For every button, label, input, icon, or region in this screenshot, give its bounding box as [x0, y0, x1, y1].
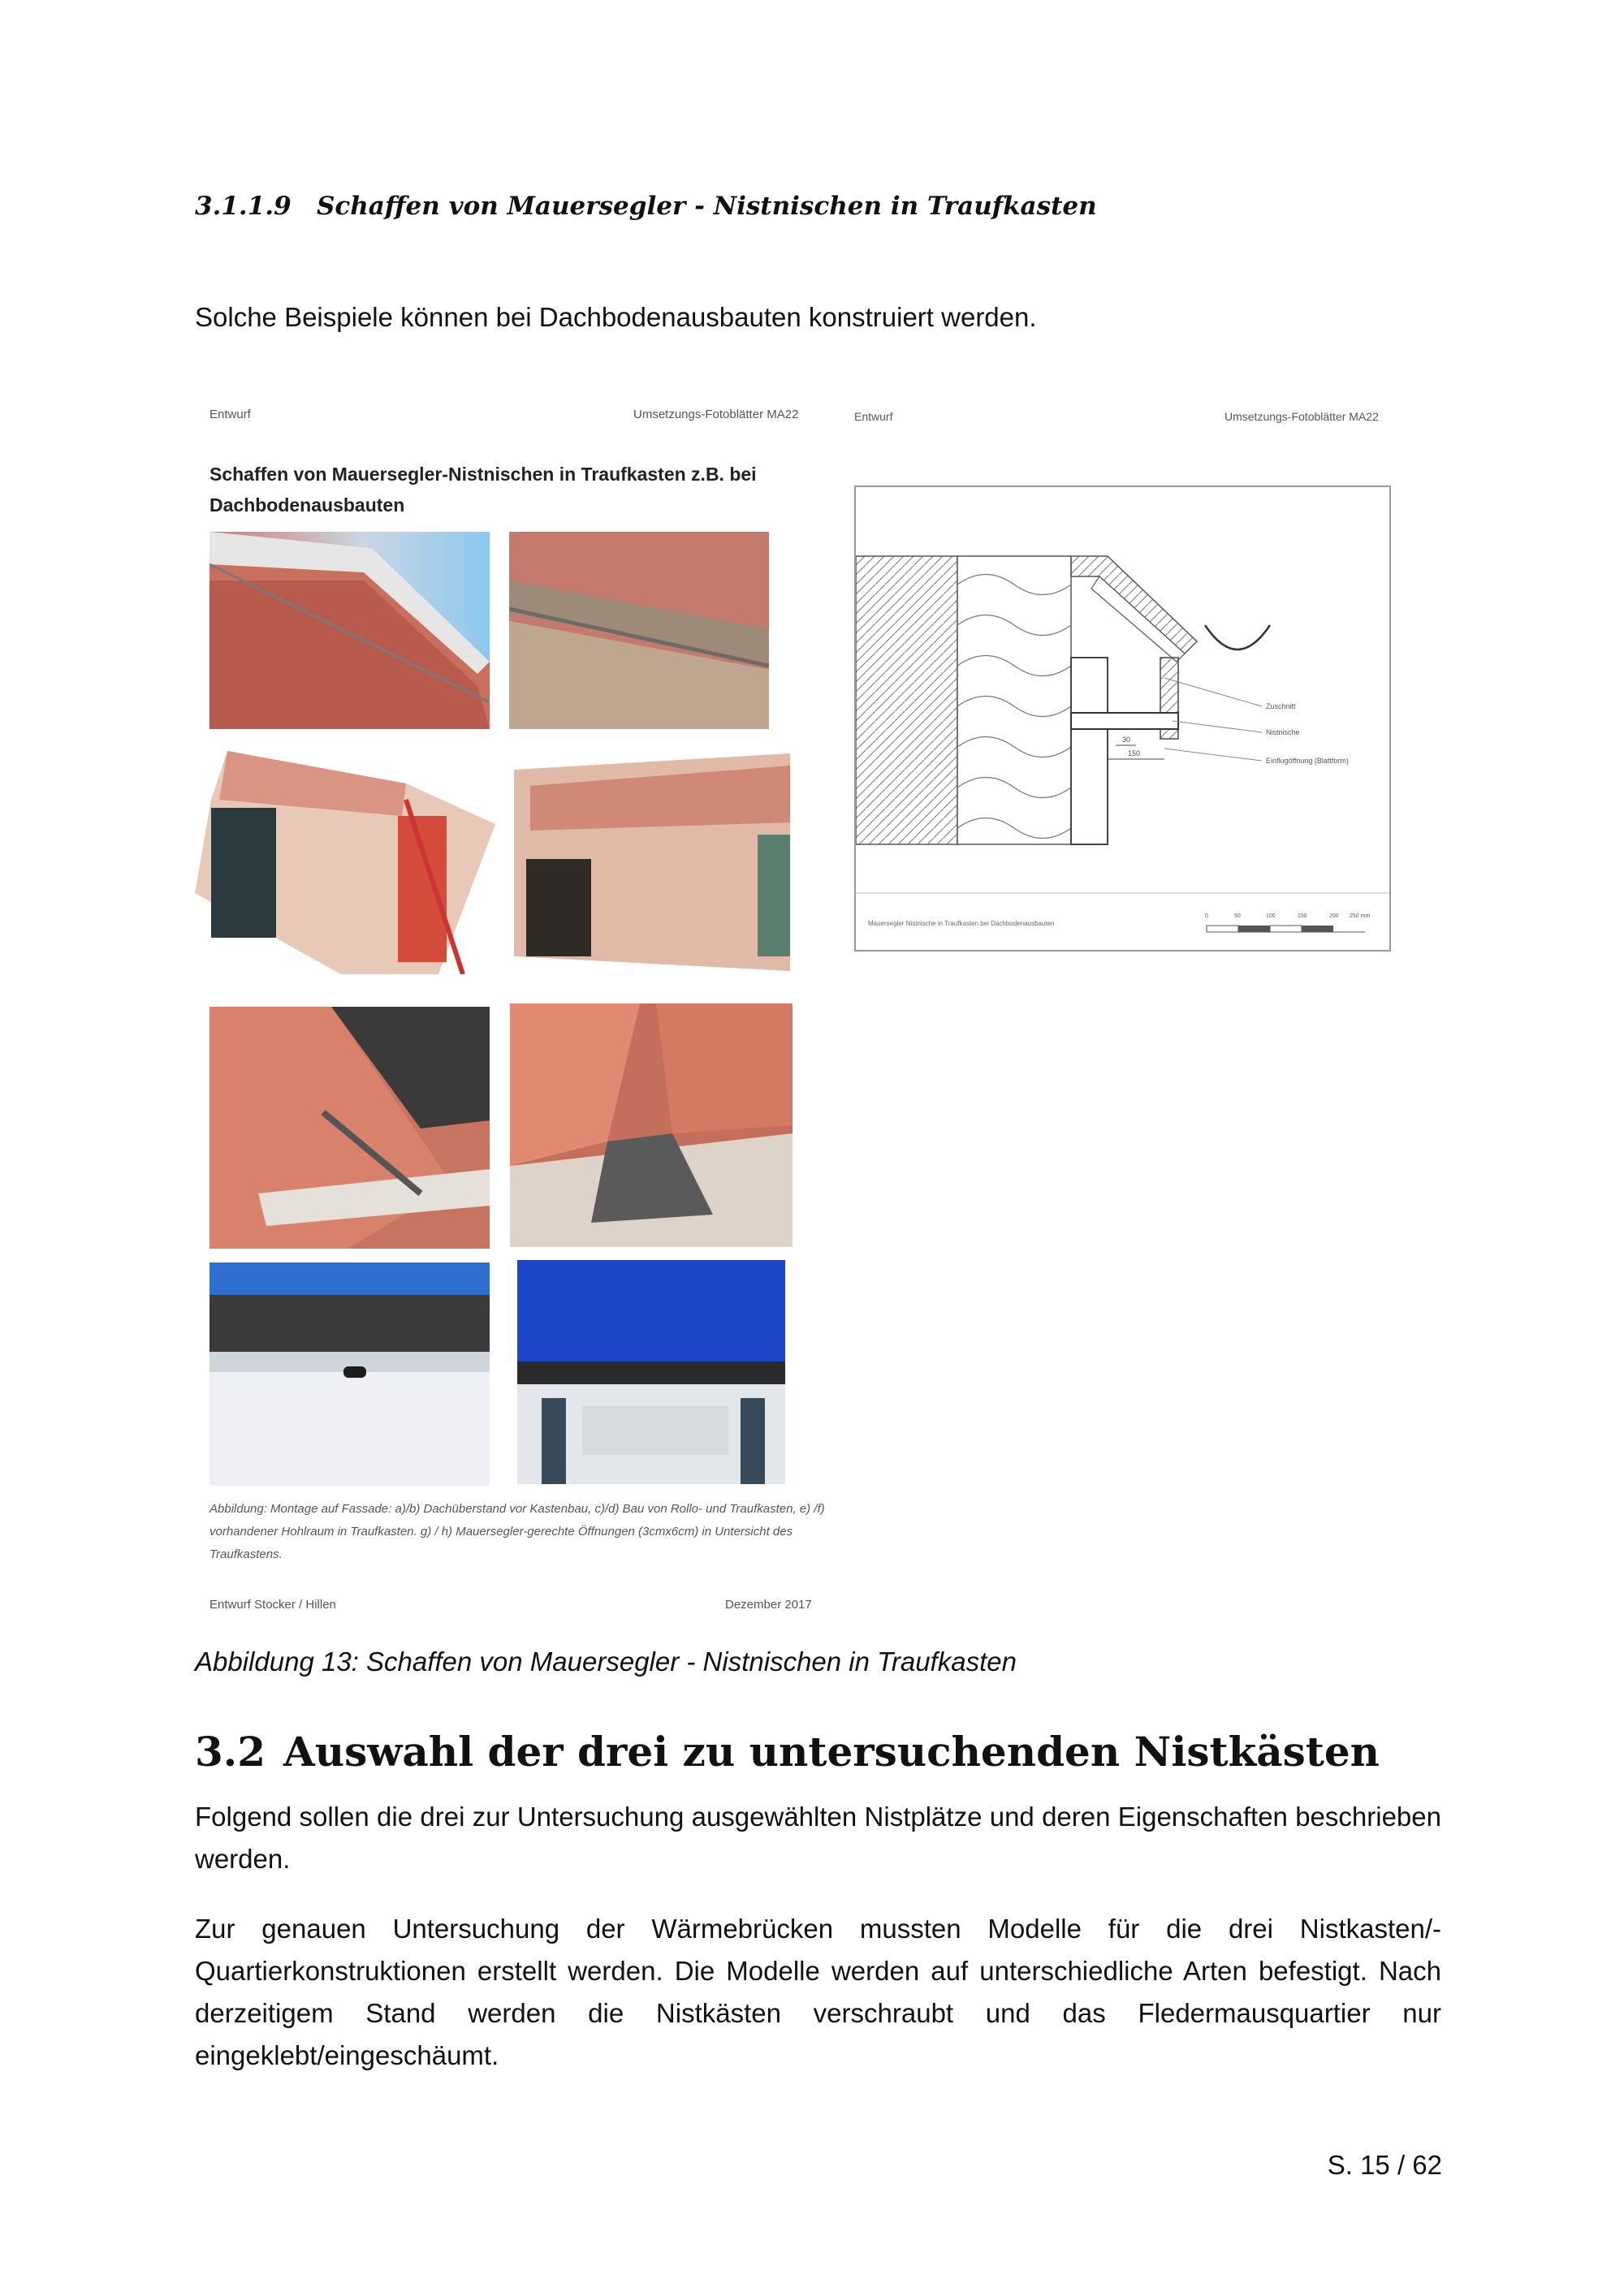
scale-tick-5: 250 mm: [1350, 913, 1371, 919]
scale-tick-3: 150: [1298, 913, 1307, 919]
photo-d: [514, 753, 790, 971]
label-zuschnitt: Zuschnitt: [1266, 702, 1296, 710]
scale-tick-0: 0: [1205, 913, 1208, 919]
embedded-right-header-right: Umsetzungs-Fotoblätter MA22: [1224, 410, 1379, 423]
embedded-right-header-left: Entwurf: [854, 410, 893, 423]
subsection-number: 3.1.1.9: [195, 192, 292, 221]
technical-drawing: [854, 486, 1391, 952]
photo-c: [195, 751, 495, 974]
photo-e: [209, 1007, 490, 1249]
photo-f: [510, 1003, 793, 1247]
embedded-left-footer-left: Entwurf Stocker / Hillen: [209, 1598, 336, 1612]
embedded-left-header-left: Entwurf: [209, 408, 251, 421]
label-einflug: Einflugöffnung (Blattform): [1266, 757, 1349, 765]
dim-label-2: 150: [1128, 749, 1141, 757]
paragraph-2: Zur genauen Untersuchung der Wärmebrücken mussten Modelle für die drei Nistkasten/-Quartierkonstruktionen erstellt werden. Die Modelle werden auf unterschiedliche Arten befestigt. Nach derzeitigem Stand werden die Nistkästen verschraubt und das Fledermausquartier nur eingeklebt/eingeschäumt.: [195, 1914, 1441, 2070]
dim-label-1: 30: [1122, 736, 1131, 744]
photo-h: [517, 1260, 785, 1484]
section-number: 3.2: [195, 1728, 266, 1776]
photo-g: [209, 1262, 490, 1486]
embedded-left-caption: Abbildung: Montage auf Fassade: a)/b) Dachüberstand vor Kastenbau, c)/d) Bau von Rollo- und Traufkasten, e) /f) vorhandener Hohlraum in Traufkasten. g) / h) Mauersegler-gerechte Öffnungen (3cmx6cm) in Untersicht des Traufkastens.: [209, 1502, 825, 1561]
embedded-left-footer-right: Dezember 2017: [725, 1598, 812, 1612]
section-heading: [195, 1728, 1380, 1776]
label-nistnische: Nistnische: [1266, 728, 1300, 736]
figure-caption: Abbildung 13: Schaffen von Mauersegler - Nistnischen in Traufkasten: [195, 1646, 1017, 1677]
scale-bar: [1205, 913, 1370, 932]
paragraph-1: Folgend sollen die drei zur Untersuchung ausgewählten Nistplätze und deren Eigenschaften beschrieben werden.: [195, 1802, 1441, 1874]
section-title: Auswahl der drei zu untersuchenden Nistkästen: [283, 1728, 1380, 1776]
photo-b: [509, 532, 769, 729]
intro-text: Solche Beispiele können bei Dachbodenausbauten konstruiert werden.: [195, 302, 1037, 332]
scale-tick-4: 200: [1329, 913, 1339, 919]
scale-tick-1: 50: [1234, 913, 1241, 919]
drawing-footer: Mauersegler Nistnische in Traufkasten bei Dachbodenausbauten: [868, 920, 1055, 927]
subsection-title: Schaffen von Mauersegler - Nistnischen in Traufkasten: [317, 192, 1097, 221]
embedded-left-title: Schaffen von Mauersegler-Nistnischen in Traufkasten z.B. bei Dachbodenausbauten: [209, 464, 757, 516]
photo-a: [209, 532, 490, 729]
scale-tick-2: 100: [1266, 913, 1276, 919]
embedded-left-header-right: Umsetzungs-Fotoblätter MA22: [633, 408, 799, 421]
page-number: S. 15 / 62: [1327, 2150, 1442, 2180]
subsection-heading: [195, 192, 1097, 221]
